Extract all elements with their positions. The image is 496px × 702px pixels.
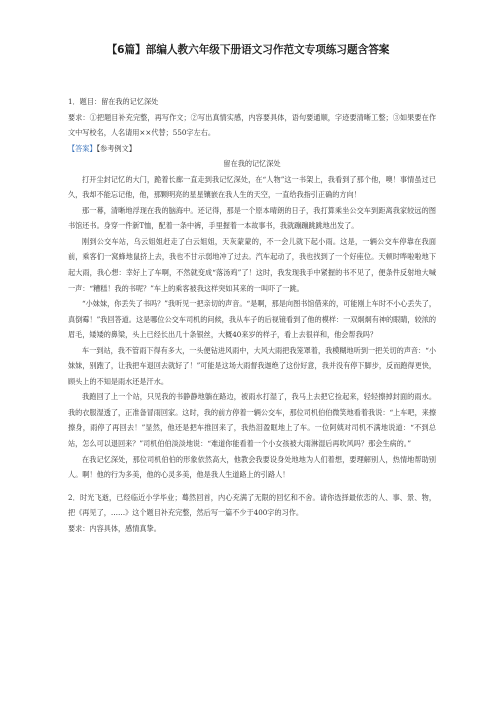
essay-paragraph: 刚到公交车站，乌云姐姐赶走了白云姐姐，天灰蒙蒙的，不一会儿就下起小雨。这是，一辆公交车停靠在我面前，乘客们一窝蜂地鼠挤上去，我也不甘示弱地冲了过去。汽车起动了，我也找到了一个好座位。天顿时哗啦啦地下起大雨，我心想：幸好上了车啊，不然就变成“落汤鸡”了！这时，我发现我手中紧握的书不见了，便条件反射地大喊一声：“糟糕！我的书呢？”车上的乘客被我这样突如其来的一叫吓了一跳。: [68, 236, 436, 293]
essay-title: 留在我的记忆深处: [223, 159, 281, 169]
document-body: [68, 94, 436, 536]
essay-paragraph: 在我记忆深处，那位司机伯伯的形象依然高大，他教会我要设身处地地为人们着想，要理解别人，热情地帮助别人。啊！他的行为多美，他的心灵多美，他是我人生道路上的引路人！: [68, 454, 436, 480]
question-1-requirements: 要求：①把题目补充完整，再写作文；②写出真情实感，内容要具体，语句要通顺，字迹要清晰工整；③如果要在作文中写校名，人名请用××代替；550字左右。: [68, 112, 436, 138]
page-title: 【6篇】部编人教六年级下册语文习作范文专项练习题含答案: [106, 44, 390, 56]
question-2-requirements: 要求：内容具体，感情真挚。: [68, 523, 161, 533]
essay-paragraph: 车一到站，我不管雨下得有多大，一头便钻进风雨中，大风大雨把我笼罩着，我模糊地听到一把关切的声音：“小妹妹，别跑了，让我把车退回去就好了！”可能是这场大雨督我迦绝了这份好意，我并没有停下脚步，反而跑得更快，顾头上的不知是雨水还是汗水。: [68, 345, 436, 386]
essay-paragraph: 打开尘封记忆的大门，跪着长廊一直走到我记忆深处，在“人物”这一书架上，我看到了那个他，噢！事情虽过已久，我却不能忘记他，他，那颗明亮的星星镶嵌在我人生的天空，一直给我指引正确的方向！: [68, 174, 436, 200]
reference-essay-tag: 【参考例文】: [96, 143, 136, 153]
answer-label-row: [68, 141, 436, 157]
essay-paragraph: 那一幕，清晰地浮现在我的脑海中。还记得，那是一个原本晴朗的日子，我打算乘坐公交车到距离我家较远的图书馆还书。身穿一件新T恤，配着一条中裤，手里握着一本故事书，我就蹦蹦跳跳地出发了。: [68, 205, 436, 231]
answer-tag: 【答案】: [68, 143, 97, 153]
question-2-heading: 2．时光飞逝，已经临近小学毕业；蓦然回首，内心充满了无限的回忆和不舍。请你选择最依恋的人、事、景、物，把《再见了，……》这个题目补充完整，然后写一篇不少于400字的习作。: [68, 492, 436, 518]
question-1-heading: 1．题目：留在我的记忆深处: [68, 97, 159, 106]
essay-paragraph: 我跑回了上一个站，只见我的书静静地躺在路边，被雨水打湿了，我马上去把它捡起来，轻轻擦掉封面的雨水。我的衣服湿透了，正准备冒雨回家。这时，我的前方停着一辆公交车，那位司机伯伯微笑地看着我说：“上车吧，来擦擦身，雨停了再回去！”显然，他还是把车推回来了，我热泪盈眶地上了车。一位阿姨对司机不满地说道：“不到总站，怎么可以退回来？”司机伯伯淡淡地说：“难道你能看着一个小女孩被大雨淋湿后再吹风吗？那会生病的。”: [68, 392, 436, 449]
essay-paragraph: “小妹妹，你丢失了书吗？”我听见一把亲切的声音。“是啊，那是向图书馆借来的，可能刚上车时不小心丢失了，真倒霉！”我回答道。这是哪位公交车司机的问候，我从车子的后视镜看到了他的模样：一双炯炯有神的眼睛，较浓的眉毛，矮矮的鼻梁，头上已经长出几十条银丝，大概40来岁的样子，看上去很祥和，他会帮我吗？: [68, 299, 436, 340]
